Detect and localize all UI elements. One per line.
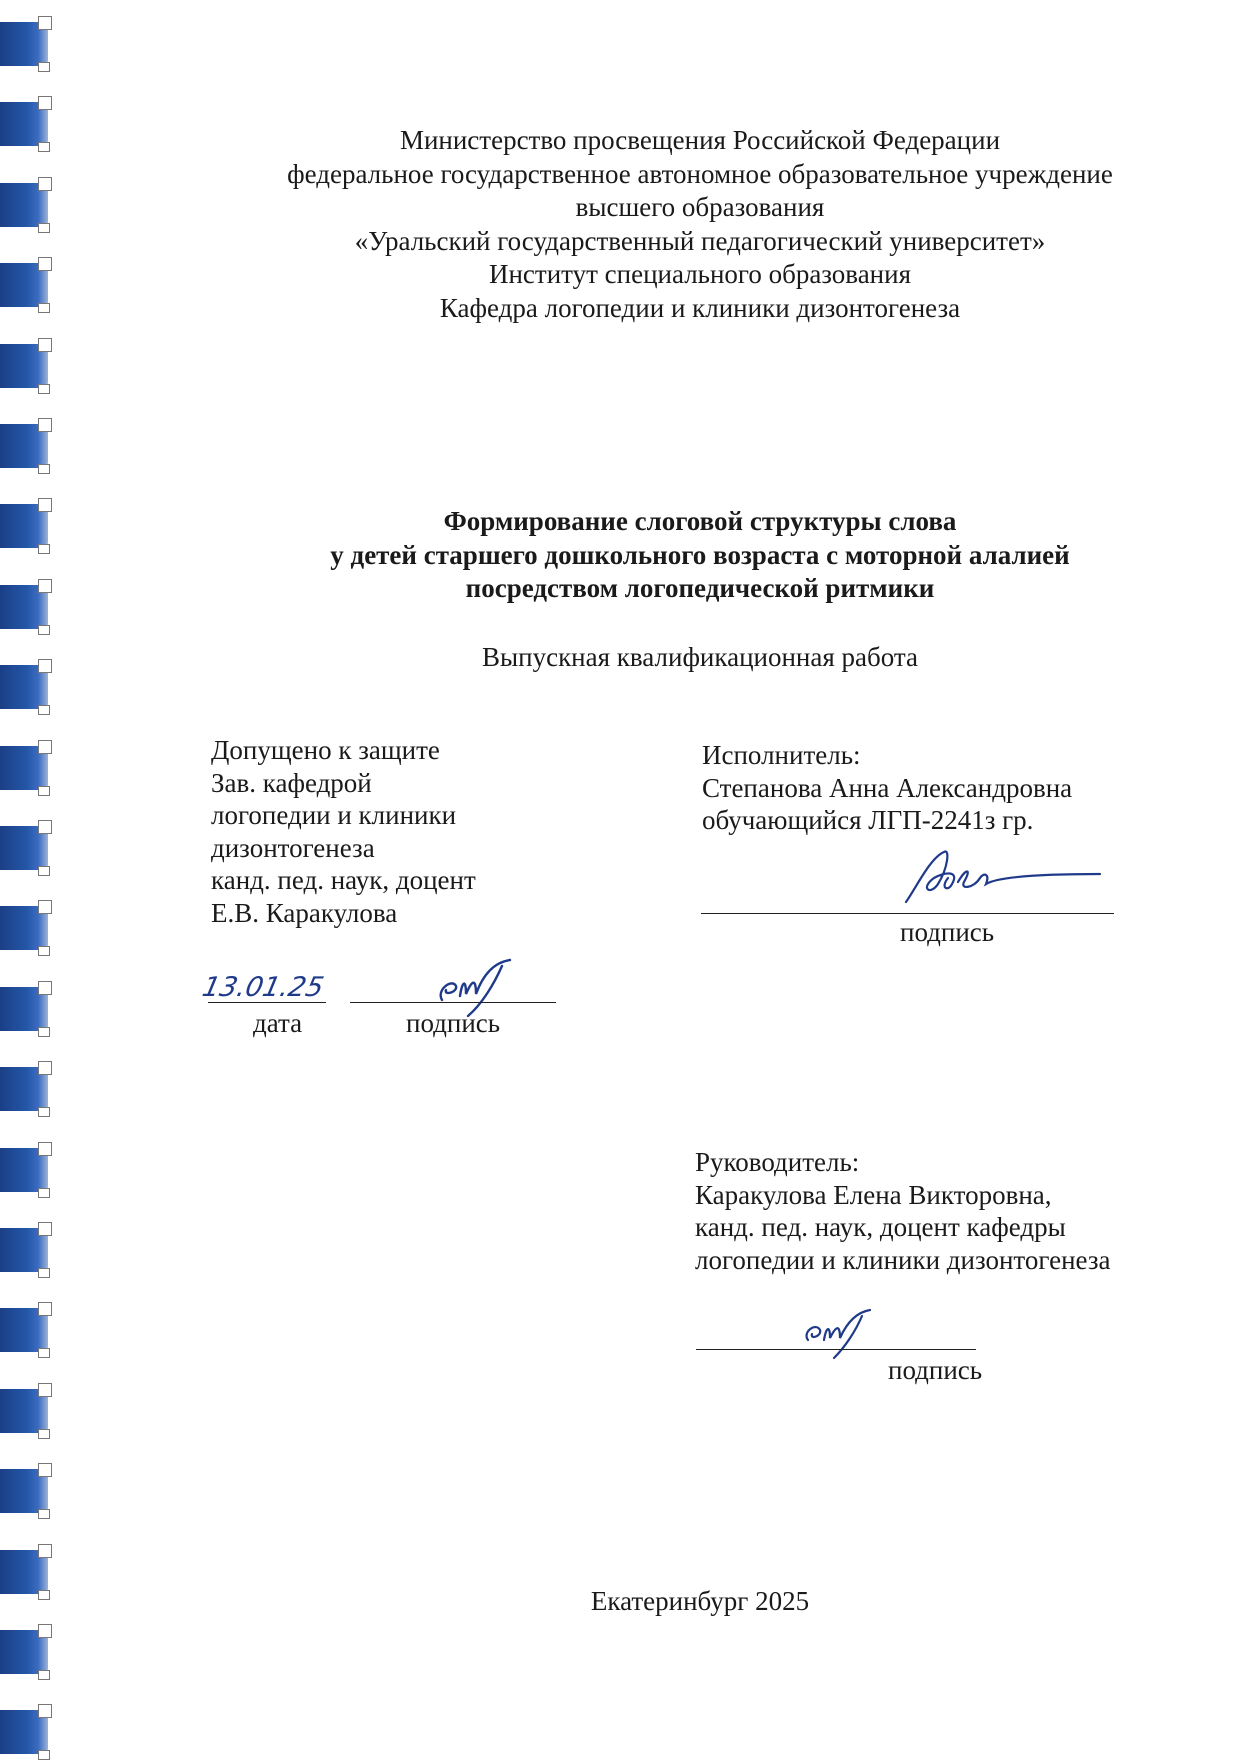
approval-line: Допущено к защите: [211, 735, 440, 765]
education-level-line: высшего образования: [575, 192, 825, 222]
executor-line: обучающийся ЛГП-2241з гр.: [702, 805, 1034, 835]
signature-graphic: [800, 1310, 880, 1360]
institution-type-line: федеральное государственное автономное образовательное учреждение: [287, 158, 1113, 189]
date-line: [208, 1002, 326, 1003]
executor-signature: [900, 848, 1110, 908]
approval-line: канд. пед. наук, доцент: [211, 865, 476, 895]
executor-line: Исполнитель:: [702, 740, 861, 770]
svg-text:13.01.25: 13.01.25: [199, 972, 327, 1003]
approval-signature-caption: подпись: [406, 1008, 501, 1038]
approval-block: [211, 734, 476, 929]
institution-header: [180, 124, 1220, 325]
approval-signature-line: [350, 1002, 556, 1003]
executor-block: [702, 739, 1072, 837]
approval-line: Зав. кафедрой: [211, 767, 372, 798]
approval-line: Е.В. Каракулова: [211, 897, 398, 928]
supervisor-line: Каракулова Елена Викторовна,: [695, 1179, 1052, 1210]
thesis-title-line: Формирование слоговой структуры слова: [443, 506, 957, 536]
thesis-title: [180, 505, 1220, 606]
executor-signature-caption: подпись: [900, 917, 995, 947]
approval-line: дизонтогенеза: [211, 832, 375, 863]
work-type: Выпускная квалификационная работа: [481, 642, 919, 672]
thesis-title-line: у детей старшего дошкольного возраста с моторной алалией: [330, 539, 1070, 570]
supervisor-signature-line: [696, 1349, 976, 1350]
institute-line: Институт специального образования: [488, 259, 912, 289]
ministry-line: Министерство просвещения Российской Федерации: [399, 125, 1001, 155]
supervisor-block: [695, 1146, 1111, 1276]
supervisor-signature: [800, 1310, 880, 1360]
supervisor-line: Руководитель:: [695, 1147, 860, 1177]
executor-signature-line: [701, 913, 1114, 914]
approval-line: логопедии и клиники: [211, 800, 457, 830]
university-name-line: «Уральский государственный педагогический университет»: [354, 225, 1046, 256]
date-caption: дата: [253, 1008, 303, 1038]
supervisor-signature-caption: подпись: [888, 1355, 983, 1385]
supervisor-line: канд. пед. наук, доцент кафедры: [695, 1212, 1066, 1242]
executor-line: Степанова Анна Александровна: [702, 772, 1073, 803]
signature-graphic: [900, 848, 1110, 908]
city-year: Екатеринбург 2025: [590, 1586, 810, 1616]
department-line: Кафедра логопедии и клиники дизонтогенеза: [439, 292, 961, 323]
supervisor-line: логопедии и клиники дизонтогенеза: [695, 1244, 1111, 1275]
thesis-title-line: посредством логопедической ритмики: [465, 573, 935, 603]
